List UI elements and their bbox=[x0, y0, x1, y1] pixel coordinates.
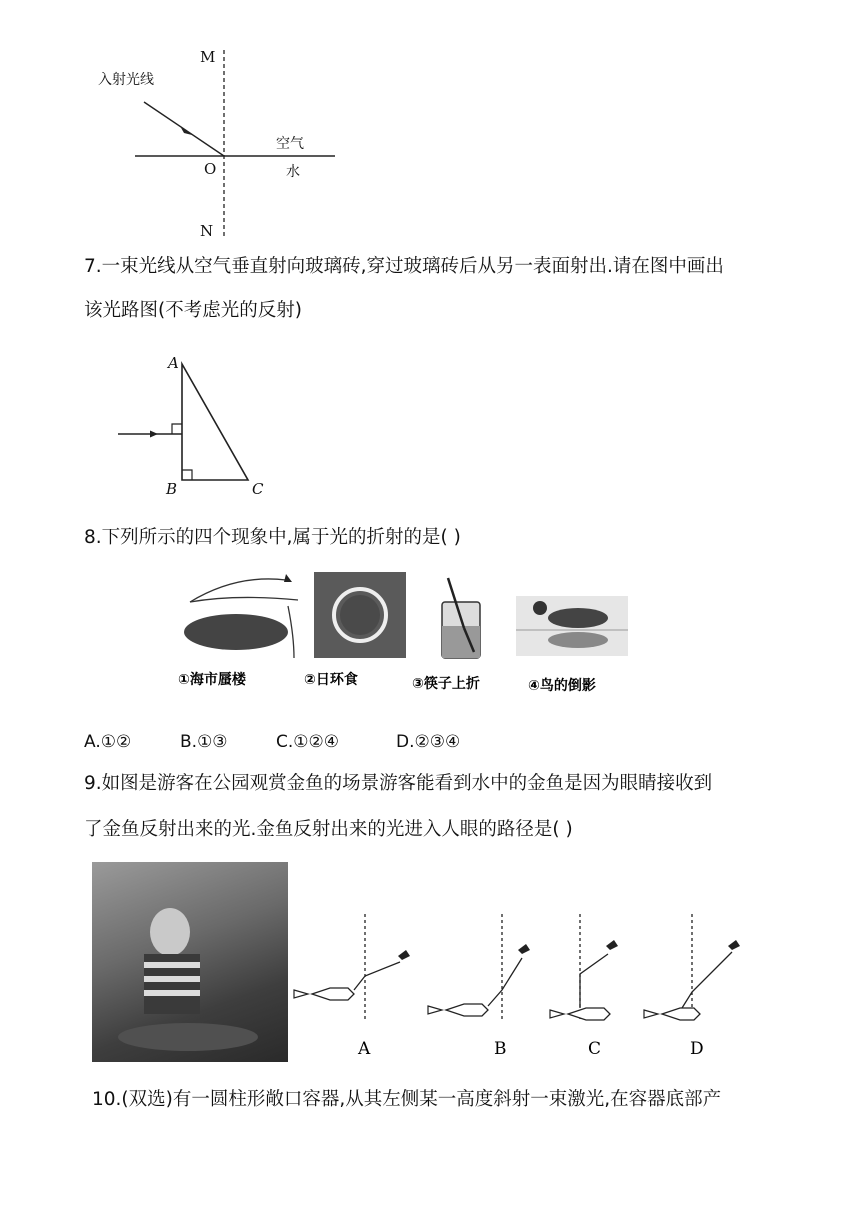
air-label: 空气 bbox=[276, 136, 304, 152]
annular-eclipse-image bbox=[314, 572, 406, 658]
prism-triangle bbox=[182, 364, 248, 480]
q8-stem: 8.下列所示的四个现象中,属于光的折射的是( ) bbox=[84, 527, 461, 548]
diagram-label-a: A bbox=[358, 1039, 371, 1059]
glass-prism-figure bbox=[110, 350, 280, 500]
caption-4: ④鸟的倒影 bbox=[528, 678, 596, 694]
chopsticks-glass-image bbox=[442, 578, 480, 658]
fish-a-icon bbox=[312, 988, 354, 1000]
right-angle-mark-icon bbox=[172, 424, 182, 434]
q7-line1: 7.一束光线从空气垂直射向玻璃砖,穿过玻璃砖后从另一表面射出.请在图中画出 bbox=[84, 256, 724, 277]
label-o: O bbox=[204, 160, 217, 178]
label-b: B bbox=[166, 480, 178, 498]
label-m: M bbox=[200, 48, 216, 66]
label-c: C bbox=[252, 480, 264, 498]
caption-3: ③筷子上折 bbox=[412, 676, 480, 692]
label-n: N bbox=[200, 222, 214, 240]
caption-2: ②日环食 bbox=[304, 672, 358, 688]
q7-line2: 该光路图(不考虑光的反射) bbox=[84, 300, 302, 321]
diagram-c bbox=[550, 914, 618, 1022]
eye-b-icon bbox=[518, 944, 530, 954]
refraction-figure bbox=[80, 40, 350, 245]
label-a: A bbox=[168, 354, 179, 372]
eye-d-icon bbox=[728, 940, 740, 950]
phenomena-figure bbox=[176, 566, 636, 716]
caption-1: ①海市蜃楼 bbox=[178, 672, 246, 688]
fish-c-icon bbox=[568, 1008, 610, 1020]
diagram-label-c: C bbox=[588, 1039, 602, 1059]
diagram-label-b: B bbox=[494, 1039, 507, 1059]
ray-arrow-icon bbox=[150, 431, 158, 438]
q9-line2: 了金鱼反射出来的光.金鱼反射出来的光进入人眼的路径是( ) bbox=[84, 819, 573, 840]
eye-a-icon bbox=[398, 950, 410, 960]
q9-line1: 9.如图是游客在公园观赏金鱼的场景游客能看到水中的金鱼是因为眼睛接收到 bbox=[84, 773, 713, 794]
mirage-image bbox=[184, 574, 298, 658]
diagram-a bbox=[294, 914, 410, 1022]
bird-reflection-image bbox=[516, 596, 628, 656]
light-path-diagrams bbox=[290, 910, 760, 1060]
fish-d-icon bbox=[662, 1008, 700, 1020]
diagram-d bbox=[644, 914, 740, 1022]
eye-c-icon bbox=[606, 940, 618, 950]
incident-ray-label: 入射光线 bbox=[98, 72, 154, 88]
q8-option-b: B.①③ bbox=[180, 732, 228, 752]
diagram-b bbox=[428, 914, 530, 1022]
park-goldfish-photo bbox=[92, 862, 288, 1062]
q8-option-a: A.①② bbox=[84, 732, 132, 752]
water-label: 水 bbox=[286, 164, 300, 180]
diagram-label-d: D bbox=[690, 1039, 704, 1059]
q8-option-c: C.①②④ bbox=[276, 732, 339, 752]
right-angle-mark-b-icon bbox=[182, 470, 192, 480]
q10-line1: 10.(双选)有一圆柱形敞口容器,从其左侧某一高度斜射一束激光,在容器底部产 bbox=[92, 1089, 722, 1110]
q8-option-d: D.②③④ bbox=[396, 732, 461, 752]
fish-b-icon bbox=[446, 1004, 488, 1016]
